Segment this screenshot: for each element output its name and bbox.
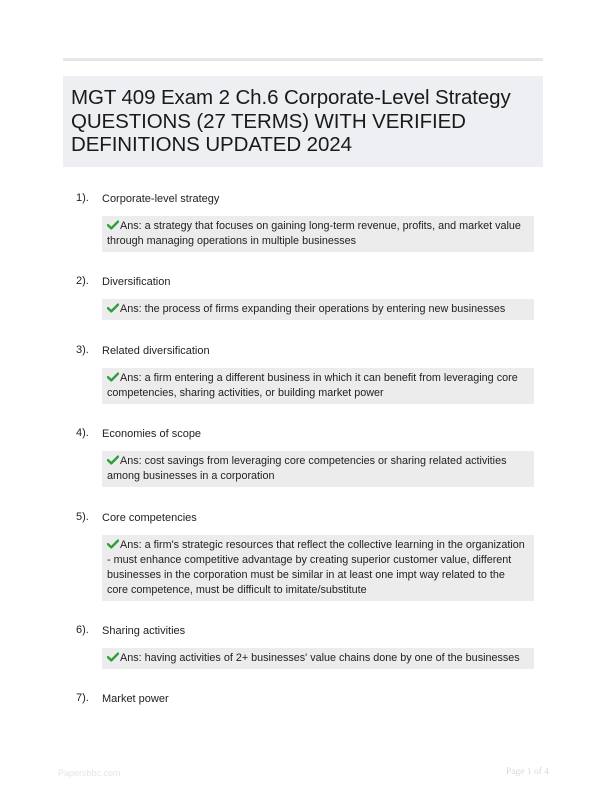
answer-text: Ans: a strategy that focuses on gaining long-term revenue, profits, and market value through managing operations in multiple businesses [107, 220, 521, 247]
item-number: 7). [76, 692, 89, 704]
answer-box [102, 451, 534, 487]
footer-watermark: Papersbbc.com [58, 768, 121, 778]
item-term: Sharing activities [102, 625, 186, 637]
answer-text: Ans: cost savings from leveraging core competencies or sharing related activities among businesses in a corporation [107, 455, 507, 482]
item-term: Core competencies [102, 512, 197, 524]
document-title: MGT 409 Exam 2 Ch.6 Corporate-Level Strategy QUESTIONS (27 TERMS) WITH VERIFIED DEFINITIONS UPDATED 2024 [71, 86, 511, 156]
item-term: Corporate-level strategy [102, 193, 220, 205]
answer-text: Ans: having activities of 2+ businesses' value chains done by one of the businesses [120, 652, 520, 664]
item-term: Diversification [102, 276, 171, 288]
item-term: Economies of scope [102, 428, 202, 440]
answer-box [102, 368, 534, 404]
item-number: 6). [76, 624, 89, 636]
item-number: 3). [76, 344, 89, 356]
item-term: Market power [102, 693, 169, 705]
item-number: 2). [76, 275, 89, 287]
title-banner [63, 76, 543, 167]
item-number: 4). [76, 427, 89, 439]
answer-box [102, 299, 534, 320]
check-icon [107, 303, 119, 313]
answer-text: Ans: a firm entering a different business in which it can benefit from leveraging core competencies, sharing activities, or building market power [107, 372, 518, 399]
answer-box [102, 216, 534, 252]
page-indicator: Page 1 of 4 [505, 767, 549, 777]
answer-text: Ans: the process of firms expanding their operations by entering new businesses [120, 303, 506, 315]
item-number: 5). [76, 511, 89, 523]
top-divider [63, 58, 543, 61]
item-term: Related diversification [102, 345, 210, 357]
answer-box [102, 648, 534, 669]
answer-text: Ans: a firm's strategic resources that reflect the collective learning in the organization - must enhance competitive advantage by creating superior customer value, different businesses in the corporation must be similar in at least one impt way related to the core competence, must be difficult to imitate/substitute [107, 539, 525, 596]
check-icon [107, 372, 119, 382]
check-icon [107, 455, 119, 465]
answer-box [102, 535, 534, 601]
check-icon [107, 539, 119, 549]
check-icon [107, 652, 119, 662]
item-number: 1). [76, 192, 89, 204]
check-icon [107, 220, 119, 230]
